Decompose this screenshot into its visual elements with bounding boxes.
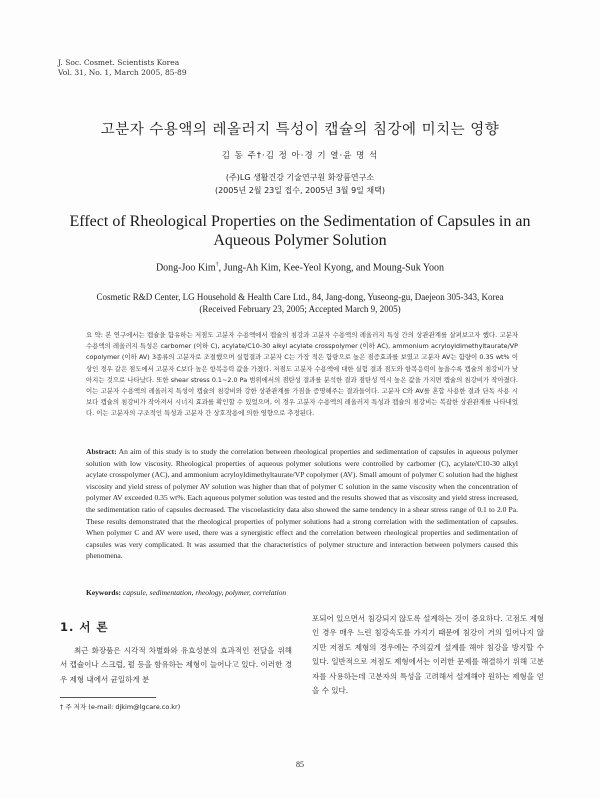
- korean-abstract: 요 약: 본 연구에서는 캡슐을 함유하는 저점도 고분자 수용액에서 캡슐의 침강과 고분자 수용액의 레올러지 특성 간의 상관관계를 살펴보고자 했다. 고분자 수용액의 레올러지 특성은 carbomer (이하 C), acylate/C10-30 alkyl acylate crosspolymer (이하 AC), ammonium acryloyldimethyltaurate/VP copolymer (이하 AV) 3종류의 고분자로 조절했으며 실험결과 고분자 C는 가장 적은 함량으로 높은 점증효과를 보였고 고분자 AV는 함량이 0.35 wt% 이상인 경우 같은 점도에서 고분자 C보다 높은 항복응력 값을 가졌다. 저점도 고분자 수용액에 대한 실험 결과 점도와 항복응력이 높을수록 캡슐의 침강비가 낮아지는 것으로 나타났다. 또한 shear stress 0.1~2.0 Pa 범위에서의 점탄성 결과를 분석한 결과 점탄성 역시 높은 값을 가지면 캡슐의 침강비가 작아졌다. 이는 고분자 수용액의 레올러지 특성이 캡슐의 침강비와 강한 상관관계를 가짐을 증명해주는 결과들이다. 고분자 C와 AV를 혼합 사용한 결과 단독 사용 시 보다 캡슐의 침강비가 작아져서 시너지 효과를 확인할 수 있었으며, 이 경우 고분자 수용액의 레올러지 특성과 캡슐의 침강비는 복잡한 상관관계를 나타내었다. 이는 고분자의 구조적인 특성과 고분자 간 상호작용에 의한 영향으로 추정된다.: [86, 331, 518, 418]
- footnote: † 주 저자 (e-mail: djkim@lgcare.co.kr): [60, 703, 181, 711]
- journal-info: [58, 58, 187, 78]
- korean-title: 고분자 수용액의 레올러지 특성이 캡슐의 침강에 미치는 영향: [100, 122, 500, 138]
- korean-authors: 김 동 주†·김 정 아·경 기 열·윤 명 석: [221, 151, 379, 161]
- dagger-mark: †: [215, 262, 219, 268]
- english-title: Effect of Rheological Properties on the Sedimentation of Capsules in an Aqueous Polymer Solution: [69, 213, 531, 249]
- english-abstract: [86, 446, 518, 562]
- journal-volume: Vol. 31, No. 1, March 2005, 85-89: [58, 68, 187, 77]
- english-dates: (Received February 23, 2005; Accepted March 9, 2005): [199, 304, 401, 314]
- keywords-label: Keywords:: [86, 588, 121, 597]
- english-affiliation-name: Cosmetic R&D Center, LG Household & Health Care Ltd., 84, Jang-dong, Yuseong-gu, Daejeon 305-343, Korea: [96, 292, 504, 302]
- english-authors: [0, 262, 600, 273]
- page-number: 85: [296, 760, 304, 769]
- korean-affiliation-name: (주)LG 생활건강 기술연구원 화장품연구소: [225, 173, 375, 182]
- abstract-label: Abstract:: [86, 447, 117, 456]
- body-paragraph: 최근 화장품은 시각적 차별화와 유효성분의 효과적인 전달을 위해서 캡슐이나 스크럽, 펄 등을 함유하는 제형이 늘어나고 있다. 이러한 경우 제형 내에서 균일하게 분: [60, 646, 292, 684]
- other-authors: , Jung-Ah Kim, Kee-Yeol Kyong, and Moung-Suk Yoon: [218, 262, 445, 274]
- body-left-column: [60, 644, 292, 687]
- journal-name: J. Soc. Cosmet. Scientists Korea: [58, 58, 180, 67]
- body-right-column: [312, 612, 544, 698]
- korean-affiliation: [0, 171, 600, 197]
- english-affiliation: [40, 291, 560, 315]
- keywords: [86, 588, 518, 597]
- section-title: 1. 서 론: [60, 620, 109, 634]
- first-author: Dong-Joo Kim: [155, 262, 216, 274]
- body-paragraph: 포되어 있으면서 침강되지 않도록 설계하는 것이 중요하다. 고점도 제형인 경우 매우 느린 침강속도를 가지기 때문에 침강이 거의 일어나지 않지만 저점도 제형의 경우에는 주의깊게 설계를 해야 침강을 방지할 수 있다. 일반적으로 저점도 제형에서는 이러한 문제를 해결하기 위해 고분자를 사용하는데 고분자의 특성을 고려해서 설계해야 원하는 제형을 얻을 수 있다.: [312, 614, 544, 696]
- footnote-divider: [60, 697, 156, 698]
- korean-dates: (2005년 2월 23일 접수, 2005년 3월 9일 채택): [214, 186, 386, 195]
- abstract-text: An aim of this study is to study the correlation between rheological properties and sedimentation of capsules in aqueous polymer solution with low viscosity. Rheological properties of aqueous polymer solutions were controlled by carbomer (C), acylate/C10-30 alkyl acylate crosspolymer (AC), and ammonium acryloyldimethyltaurate/VP copolymer (AV). Small amount of polymer C solution had the highest viscosity and yield stress of polymer AV solution was higher than that of polymer C solution in the same viscosity when the concentration of polymer AV exceeded 0.35 wt%. Each aqueous polymer solution was tested and the results showed that as viscosity and yield stress increased, the sedimentation ratio of capsules decreased. The viscoelasticity data also showed the same tendency in a shear stress range of 0.1 to 2.0 Pa. These results demonstrated that the rheological properties of polymer solutions had a strong correlation with the sedimentation of capsules. When polymer C and AV were used, there was a synergistic effect and the correlation between rheological properties and sedimentation of capsules was very complicated. It was assumed that the characteristics of polymer structure and interaction between polymers caused this phenomena.: [86, 447, 518, 561]
- keywords-text: capsule, sedimentation, rheology, polymer, correlation: [121, 588, 287, 597]
